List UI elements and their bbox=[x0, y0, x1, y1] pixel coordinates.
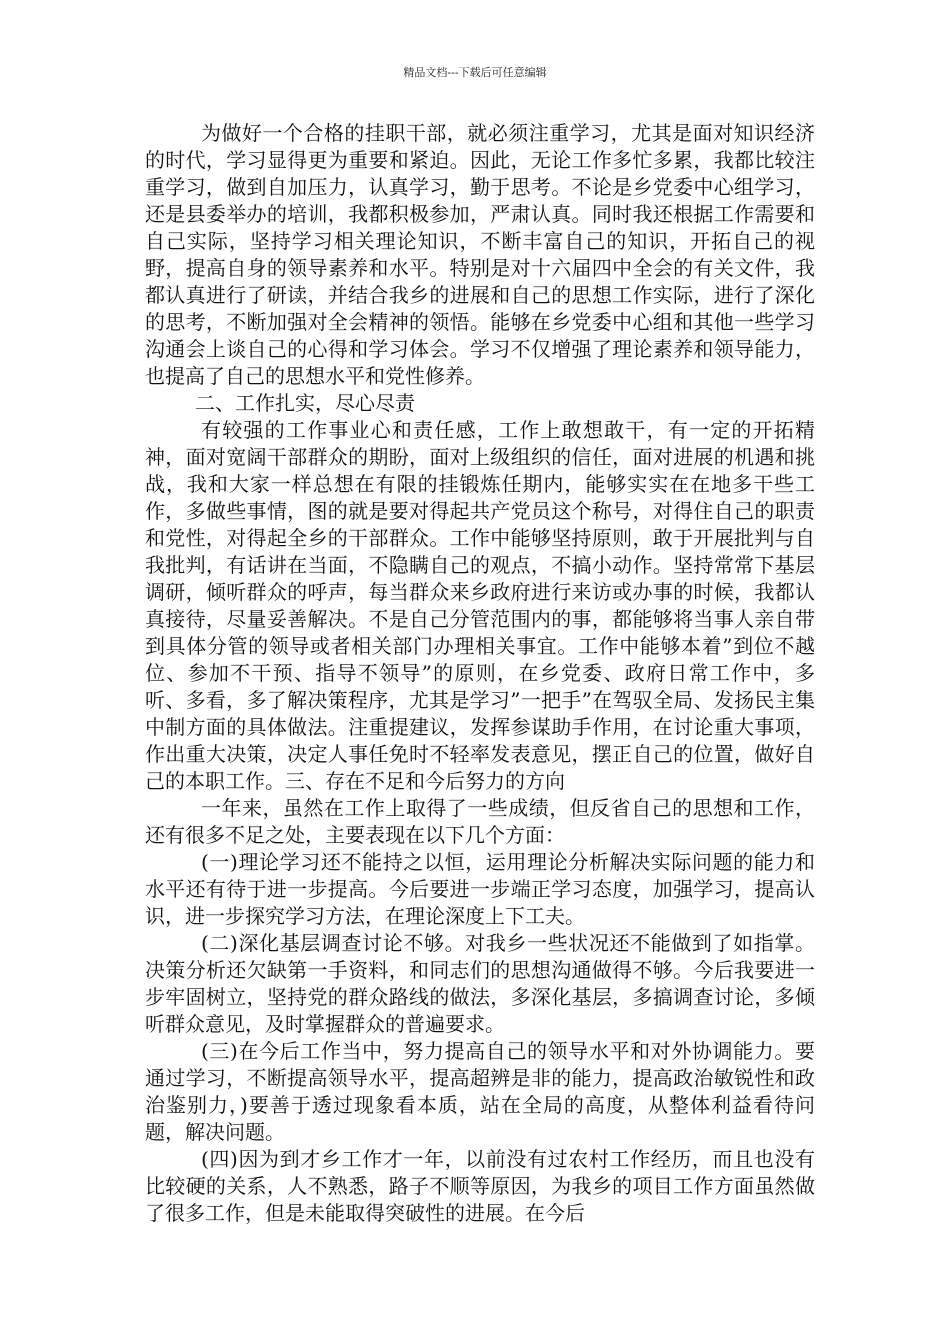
paragraph-shortcoming-3: (三)在今后工作当中，努力提高自己的领导水平和对外协调能力。要通过学习，不断提高领导水平，提高超辨是非的能力，提高政治敏锐性和政治鉴别力，)要善于透过现象看本质，站在全局的高度，从整体利益看待问题，解决问题。 bbox=[145, 1039, 815, 1144]
paragraph-shortcomings-intro: 一年来，虽然在工作上取得了一些成绩，但反省自己的思想和工作，还有很多不足之处，主要表现在以下几个方面： bbox=[145, 796, 815, 847]
paragraph-shortcoming-4: (四)因为到才乡工作才一年，以前没有过农村工作经历，而且也没有比较硬的关系，人不熟悉，路子不顺等原因，为我乡的项目工作方面虽然做了很多工作，但是未能取得突破性的进展。在今后 bbox=[145, 1147, 815, 1225]
paragraph-shortcoming-1: (一)理论学习还不能持之以恒，运用理论分析解决实际问题的能力和水平还有待于进一步提高。今后要进一步端正学习态度，加强学习，提高认识，进一步探究学习方法，在理论深度上下工夫。 bbox=[145, 850, 815, 928]
document-body bbox=[145, 120, 815, 1227]
page-header: 精品文档---下载后可任意编辑 bbox=[403, 66, 547, 79]
section-heading-work: 二、工作扎实，尽心尽责 bbox=[195, 391, 415, 415]
paragraph-shortcoming-2: (二)深化基层调查讨论不够。对我乡一些状况还不能做到了如指掌。决策分析还欠缺第一手资料，和同志们的思想沟通做得不够。今后我要进一步牢固树立，坚持党的群众路线的做法，多深化基层，多搞调查讨论，多倾听群众意见，及时掌握群众的普遍要求。 bbox=[145, 931, 815, 1036]
paragraph-work: 有较强的工作事业心和责任感，工作上敢想敢干，有一定的开拓精神，面对宽阔干部群众的期盼，面对上级组织的信任，面对进展的机遇和挑战，我和大家一样总想在有限的挂锻炼任期内，能够实实在在地多干些工作，多做些事情，图的就是要对得起共产党员这个称号，对得住自己的职责和党性，对得起全乡的干部群众。工作中能够坚持原则，敢于开展批判与自我批判，有话讲在当面，不隐瞒自己的观点，不搞小动作。坚持常常下基层调研，倾听群众的呼声，每当群众来乡政府进行来访或办事的时候，我都认真接待，尽量妥善解决。不是自己分管范围内的事，都能够将当事人亲自带到具体分管的领导或者相关部门办理相关事宜。工作中能够本着”到位不越位、参加不干预、指导不领导”的原则，在乡党委、政府日常工作中，多听、多看，多了解决策程序，尤其是学习”一把手”在驾驭全局、发扬民主集中制方面的具体做法。注重提建议，发挥参谋助手作用，在讨论重大事项，作出重大决策，决定人事任免时不轻率发表意见，摆正自己的位置，做好自己的本职工作。三、存在不足和今后努力的方向 bbox=[145, 418, 815, 793]
paragraph-study: 为做好一个合格的挂职干部，就必须注重学习，尤其是面对知识经济的时代，学习显得更为重要和紧迫。因此，无论工作多忙多累，我都比较注重学习，做到自加压力，认真学习，勤于思考。不论是乡党委中心组学习，还是县委举办的培训，我都积极参加，严肃认真。同时我还根据工作需要和自己实际，坚持学习相关理论知识，不断丰富自己的知识，开拓自己的视野，提高自身的领导素养和水平。特别是对十六届四中全会的有关文件，我都认真进行了研读，并结合我乡的进展和自己的思想工作实际，进行了深化的思考，不断加强对全会精神的领悟。能够在乡党委中心组和其他一些学习沟通会上谈自己的心得和学习体会。学习不仅增强了理论素养和领导能力，也提高了自己的思想水平和党性修养。 bbox=[145, 121, 815, 388]
